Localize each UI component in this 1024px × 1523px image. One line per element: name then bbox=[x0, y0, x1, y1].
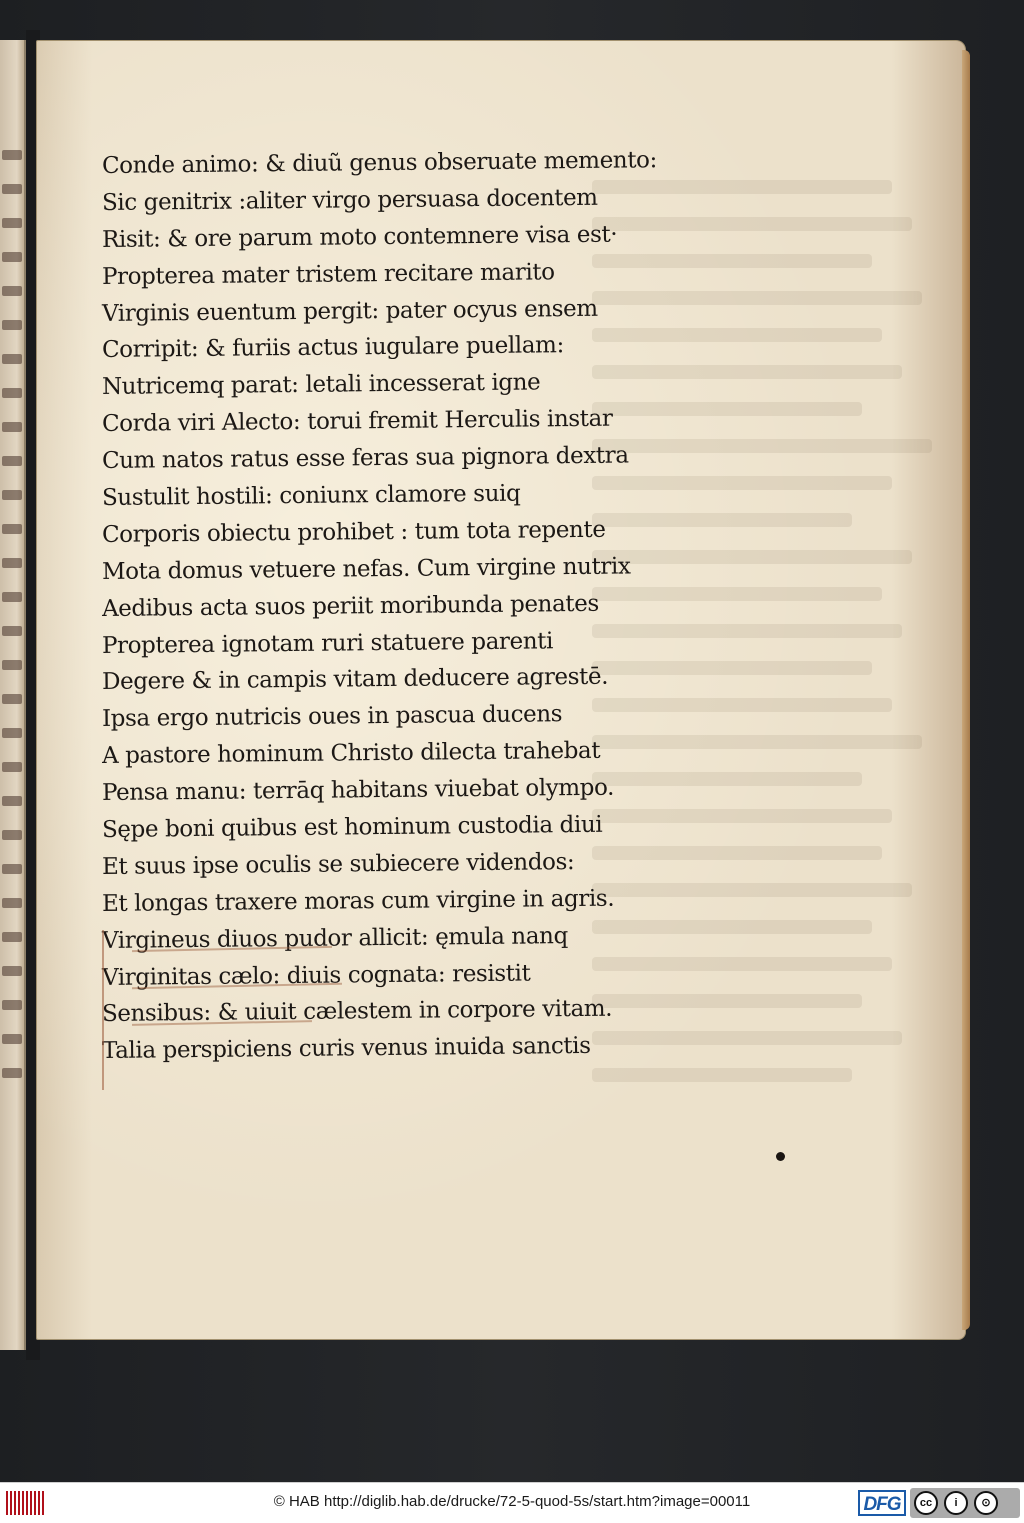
verse-line-8: Corda viri Alecto: torui fremit Herculis instar bbox=[101, 405, 613, 438]
ink-dot bbox=[776, 1152, 785, 1161]
margin-bracket-mark bbox=[102, 930, 112, 1090]
verse-line-22: Virgineus diuos pudor allicit: ęmula nanq bbox=[101, 922, 568, 954]
verse-text bbox=[102, 148, 662, 1070]
verse-line-3: Risit: & ore parum moto contemnere visa est· bbox=[101, 221, 618, 253]
cc-license-badge[interactable] bbox=[910, 1488, 1020, 1518]
share-alike-icon: ⊙ bbox=[974, 1491, 998, 1515]
verse-line-12: Mota domus vetuere nefas. Cum virgine nutrix bbox=[101, 553, 631, 585]
verse-line-15: Degere & in campis vitam deducere agrestē. bbox=[101, 664, 609, 696]
verse-line-9: Cum natos ratus esse feras sua pignora dextra bbox=[101, 442, 629, 475]
verse-line-10: Sustulit hostili: coniunx clamore suiq bbox=[101, 480, 521, 512]
verse-line-14: Propterea ignotam ruri statuere parenti bbox=[101, 627, 554, 659]
verse-line-18: Pensa manu: terrāq habitans viuebat olympo. bbox=[101, 774, 615, 807]
verse-line-11: Corporis obiectu prohibet : tum tota repente bbox=[101, 516, 606, 548]
dfg-logo-icon: DFG bbox=[858, 1490, 906, 1516]
left-page-edge bbox=[0, 40, 26, 1350]
verse-line-2: Sic genitrix :aliter virgo persuasa docentem bbox=[101, 184, 598, 216]
attribution-icon: i bbox=[944, 1491, 968, 1515]
verse-line-4: Propterea mater tristem recitare marito bbox=[101, 258, 555, 290]
footer-bar bbox=[0, 1482, 1024, 1523]
verse-line-13: Aedibus acta suos periit moribunda penates bbox=[101, 590, 599, 622]
verse-line-19: Sępe boni quibus est hominum custodia diui bbox=[101, 811, 603, 844]
page-edge bbox=[962, 50, 970, 1330]
citation-text[interactable]: © HAB http://diglib.hab.de/drucke/72-5-quod-5s/start.htm?image=00011 bbox=[273, 1493, 751, 1510]
verse-line-6: Corripit: & furiis actus iugulare puellam: bbox=[101, 332, 564, 364]
verse-line-16: Ipsa ergo nutricis oues in pascua ducens bbox=[101, 701, 563, 733]
verse-line-24: Sensibus: & uiuit cælestem in corpore vitam. bbox=[101, 996, 613, 1028]
left-page-text-fragment bbox=[2, 150, 22, 1100]
verse-line-20: Et suus ipse oculis se subiecere videndos: bbox=[101, 848, 575, 880]
cc-icon: cc bbox=[914, 1491, 938, 1515]
verse-line-21: Et longas traxere moras cum virgine in agris. bbox=[101, 885, 615, 917]
verse-line-17: A pastore hominum Christo dilecta trahebat bbox=[101, 738, 601, 770]
book-page bbox=[36, 40, 966, 1340]
verse-line-5: Virginis euentum pergit: pater ocyus ensem bbox=[101, 295, 598, 327]
verse-line-23: Virginitas cælo: diuis cognata: resistit bbox=[101, 960, 531, 991]
verse-line-25: Talia perspiciens curis venus inuida sanctis bbox=[101, 1033, 591, 1065]
verse-line-7: Nutricemq parat: letali incesserat igne bbox=[101, 369, 541, 401]
verse-line-1: Conde animo: & diuũ genus obseruate memento: bbox=[101, 147, 658, 179]
